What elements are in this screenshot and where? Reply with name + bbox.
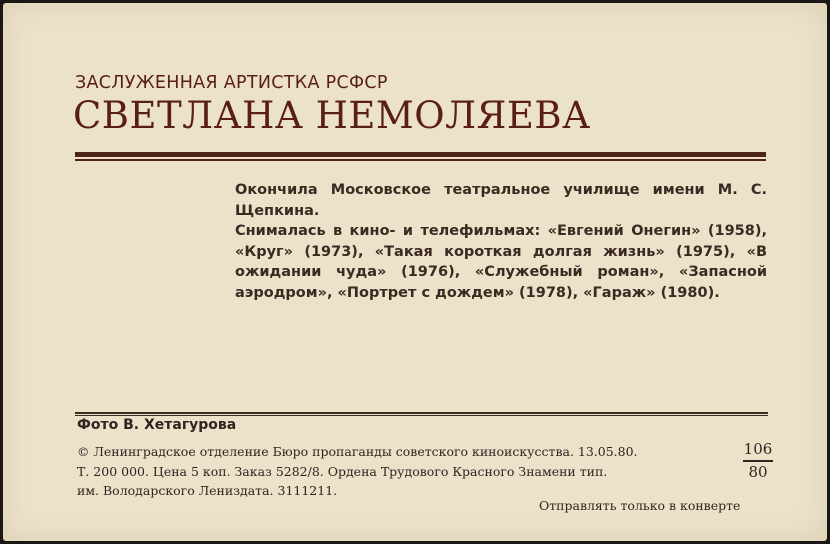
catalog-code-numerator: 106 [743,440,773,458]
catalog-code [743,440,773,481]
header-rule-thin [75,159,766,161]
bio-education: Окончила Московское театральное училище имени М. С. Щепкина. [235,182,767,219]
imprint-line: © Ленинградское отделение Бюро пропаганды советского киноискусства. 13.05.80. [77,444,638,459]
publisher-imprint [77,442,727,501]
photo-credit: Фото В. Хетагурова [77,417,237,433]
fraction-bar [743,460,773,462]
imprint-line: им. Володарского Лениздата. 3111211. [77,483,338,498]
actress-name: СВЕТЛАНА НЕМОЛЯЕВА [73,94,591,137]
bio-filmography: Снималась в кино- и телефильмах: «Евгений Онегин» (1958), «Круг» (1973), «Такая короткая долгая жизнь» (1975), «В ожидании чуда» (1976), «Служебный роман», «Запасной аэродром», «Портрет с дождем» (1978), «Гараж» (1980). [235,223,767,301]
footer-rule-top [75,412,768,414]
footer-rule-bottom [75,415,768,416]
postcard-back [3,3,827,541]
biography [235,180,767,303]
catalog-code-denominator: 80 [748,462,768,481]
header-rule-thick [75,152,766,157]
imprint-line: Т. 200 000. Цена 5 коп. Заказ 5282/8. Ордена Трудового Красного Знамени тип. [77,463,608,479]
honorary-title: ЗАСЛУЖЕННАЯ АРТИСТКА РСФСР [75,73,388,93]
mailing-note: Отправлять только в конверте [539,498,741,513]
